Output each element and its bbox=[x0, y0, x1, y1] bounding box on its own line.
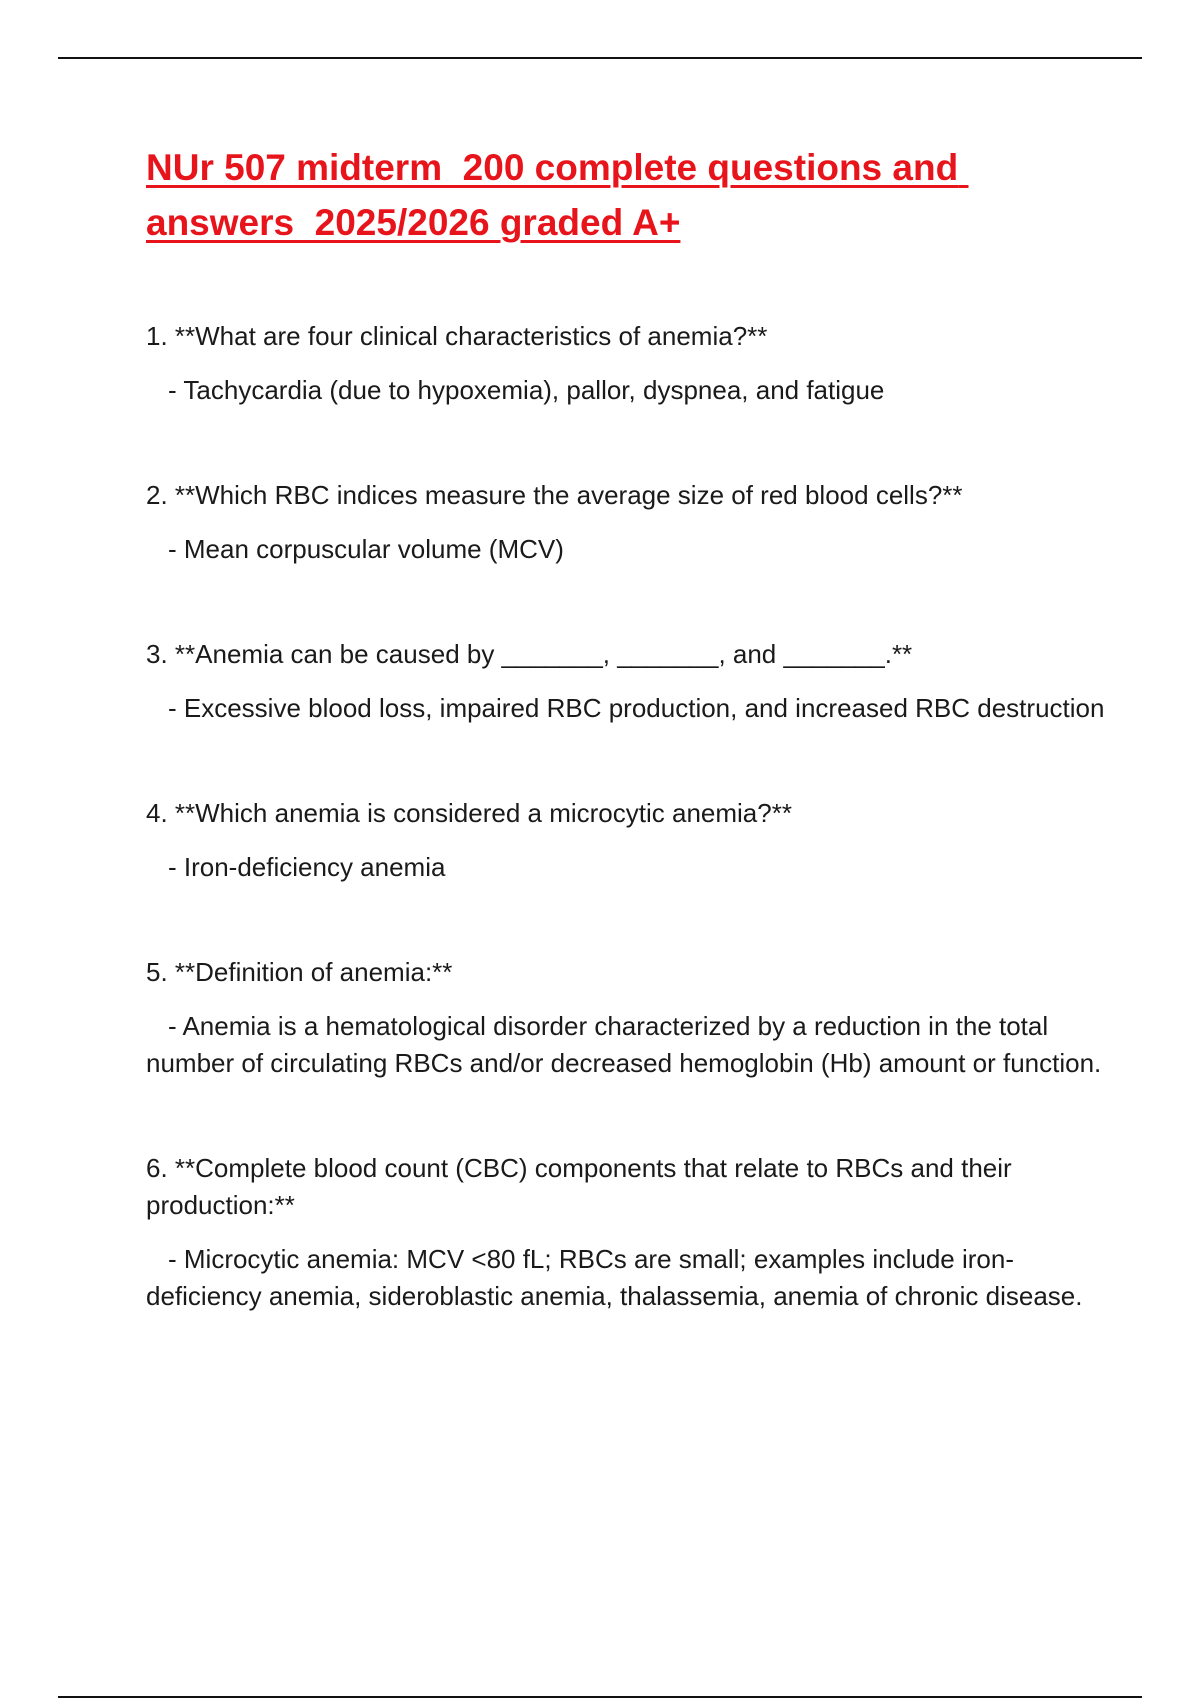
question-5: 5. **Definition of anemia:** bbox=[146, 957, 453, 987]
question-1: 1. **What are four clinical characteristics of anemia?** bbox=[146, 321, 768, 351]
qa-item-2 bbox=[146, 477, 1106, 568]
top-rule bbox=[58, 57, 1142, 59]
question-4: 4. **Which anemia is considered a microcytic anemia?** bbox=[146, 798, 792, 828]
question-6: 6. **Complete blood count (CBC) components that relate to RBCs and their production:** bbox=[146, 1153, 1019, 1220]
bottom-rule bbox=[58, 1696, 1142, 1698]
qa-item-1 bbox=[146, 318, 1106, 409]
answer-1: - Tachycardia (due to hypoxemia), pallor, dyspnea, and fatigue bbox=[168, 375, 885, 405]
qa-item-4 bbox=[146, 795, 1106, 886]
question-3: 3. **Anemia can be caused by _______, _______, and _______.** bbox=[146, 639, 913, 669]
answer-4: - Iron-deficiency anemia bbox=[168, 852, 446, 882]
qa-item-6 bbox=[146, 1150, 1106, 1315]
document-page bbox=[146, 140, 1106, 1383]
qa-list bbox=[146, 318, 1106, 1315]
qa-item-3 bbox=[146, 636, 1106, 727]
answer-5: - Anemia is a hematological disorder characterized by a reduction in the total number of circulating RBCs and/or decreased hemoglobin (Hb) amount or function. bbox=[146, 1011, 1102, 1078]
qa-item-5 bbox=[146, 954, 1106, 1082]
question-2: 2. **Which RBC indices measure the average size of red blood cells?** bbox=[146, 480, 963, 510]
answer-2: - Mean corpuscular volume (MCV) bbox=[168, 534, 564, 564]
document-title: NUr 507 midterm 200 complete questions and answers 2025/2026 graded A+ bbox=[146, 147, 969, 243]
answer-6: - Microcytic anemia: MCV <80 fL; RBCs are small; examples include iron-deficiency anemia, sideroblastic anemia, thalassemia, anemia of chronic disease. bbox=[146, 1244, 1083, 1311]
answer-3: - Excessive blood loss, impaired RBC production, and increased RBC destruction bbox=[168, 693, 1105, 723]
